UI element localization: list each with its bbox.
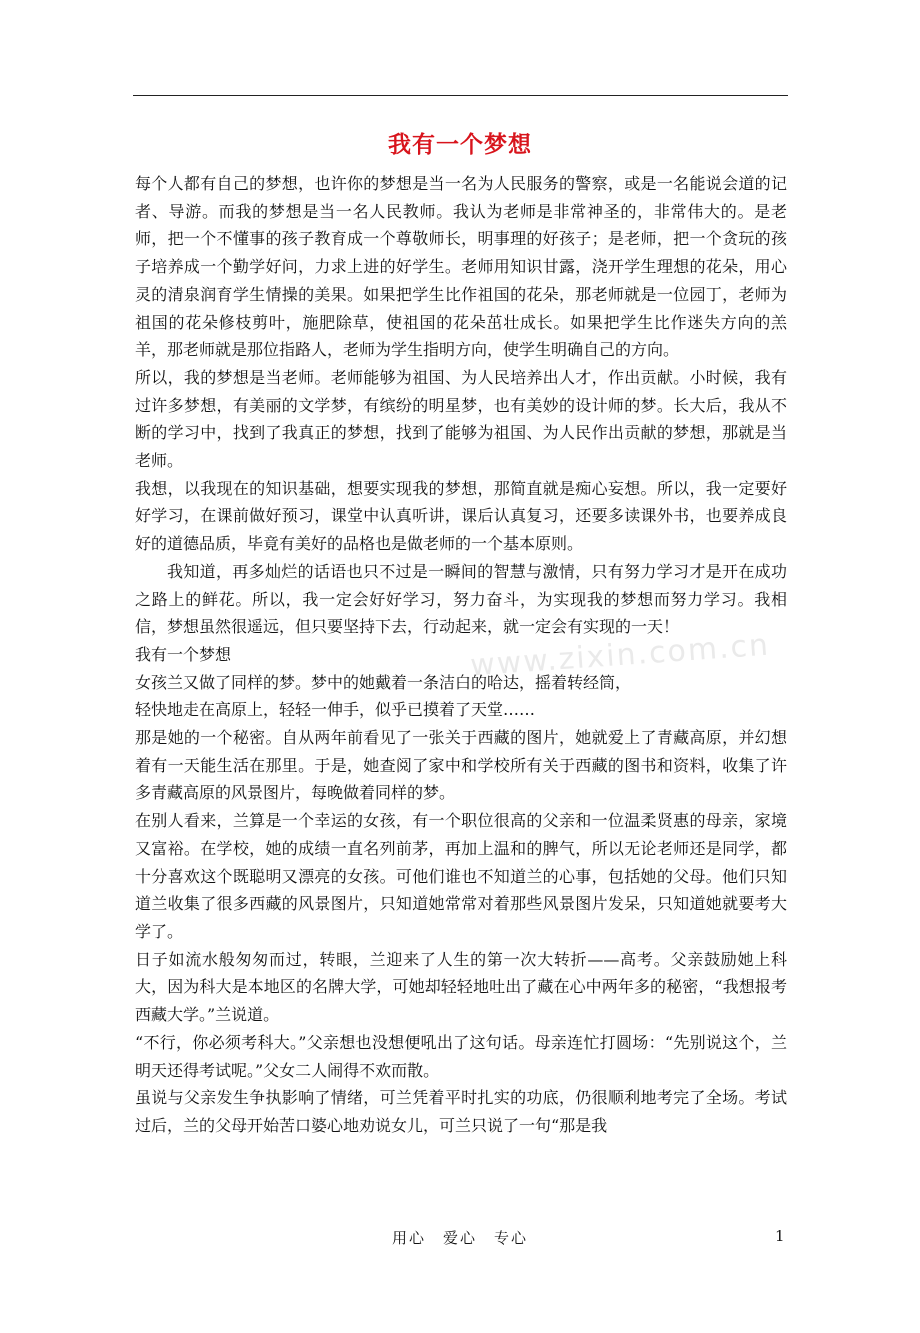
paragraph: 虽说与父亲发生争执影响了情绪，可兰凭着平时扎实的功底，仍很顺利地考完了全场。考试过后，兰的父母开始苦口婆心地劝说女儿，可兰只说了一句“那是我 — [135, 1088, 787, 1135]
footer-slogan: 用心 爱心 专心 — [391, 1229, 528, 1247]
paragraph: “不行，你必须考科大。”父亲想也没想便吼出了这句话。母亲连忙打圆场：“先别说这个，兰明天还得考试呢。”父女二人闹得不欢而散。 — [135, 1032, 787, 1080]
paragraph: 那是她的一个秘密。自从两年前看见了一张关于西藏的图片，她就爱上了青藏高原，并幻想着有一天能生活在那里。于是，她查阅了家中和学校所有关于西藏的图书和资料，收集了许多青藏高原的风景图片，每晚做着同样的梦。 — [135, 728, 787, 803]
paragraph: 每个人都有自己的梦想，也许你的梦想是当一名为人民服务的警察，或是一名能说会道的记者、导游。而我的梦想是当一名人民教师。我认为老师是非常神圣的，非常伟大的。是老师，把一个不懂事的孩子教育成一个尊敬师长，明事理的好孩子；是老师，把一个贪玩的孩子培养成一个勤学好问，力求上进的好学生。老师用知识甘露，浇开学生理想的花朵，用心灵的清泉润育学生情操的美果。如果把学生比作祖国的花朵，那老师就是一位园丁，老师为祖国的花朵修枝剪叶，施肥除草，使祖国的花朵茁壮成长。如果把学生比作迷失方向的羔羊，那老师就是那位指路人，老师为学生指明方向，使学生明确自己的方向。 — [135, 174, 787, 360]
paragraph: 日子如流水般匆匆而过，转眼，兰迎来了人生的第一次大转折——高考。父亲鼓励她上科大，因为科大是本地区的名牌大学，可她却轻轻地吐出了藏在心中两年多的秘密，“我想报考西藏大学。”兰说道。 — [135, 949, 787, 1025]
paragraph: 我想，以我现在的知识基础，想要实现我的梦想，那简直就是痴心妄想。所以，我一定要好好学习，在课前做好预习，课堂中认真听讲，课后认真复习，还要多读课外书，也要养成良好的道德品质，毕竟有美好的品格也是做老师的一个基本原则。 — [135, 478, 787, 554]
document-title: 我有一个梦想 — [388, 131, 532, 158]
paragraph: 女孩兰又做了同样的梦。梦中的她戴着一条洁白的哈达，摇着转经筒， — [135, 672, 632, 692]
paragraph: 轻快地走在高原上，轻轻一伸手，似乎已摸着了天堂…… — [135, 700, 536, 720]
header-rule — [133, 95, 788, 96]
paragraph: 我知道，再多灿烂的话语也只不过是一瞬间的智慧与激情，只有努力学习才是开在成功之路上的鲜花。所以，我一定会好好学习，努力奋斗，为实现我的梦想而努力学习。我相信，梦想虽然很遥远，但只要坚持下去，行动起来，就一定会有实现的一天！ — [135, 561, 787, 637]
section-heading: 我有一个梦想 — [135, 644, 232, 664]
watermark: www.zixin.com.cn — [469, 627, 772, 684]
paragraph: 所以，我的梦想是当老师。老师能够为祖国、为人民培养出人才，作出贡献。小时候，我有过许多梦想，有美丽的文学梦，有缤纷的明星梦，也有美妙的设计师的梦。长大后，我从不断的学习中，找到了我真正的梦想，找到了能够为祖国、为人民作出贡献的梦想，那就是当老师。 — [135, 367, 787, 471]
paragraph: 在别人看来，兰算是一个幸运的女孩，有一个职位很高的父亲和一位温柔贤惠的母亲，家境又富裕。在学校，她的成绩一直名列前茅，再加上温和的脾气，所以无论老师还是同学，都十分喜欢这个既聪明又漂亮的女孩。可他们谁也不知道兰的心事，包括她的父母。他们只知道兰收集了很多西藏的风景图片，只知道她常常对着那些风景图片发呆，只知道她就要考大学了。 — [135, 811, 787, 941]
page-number: 1 — [775, 1227, 785, 1245]
